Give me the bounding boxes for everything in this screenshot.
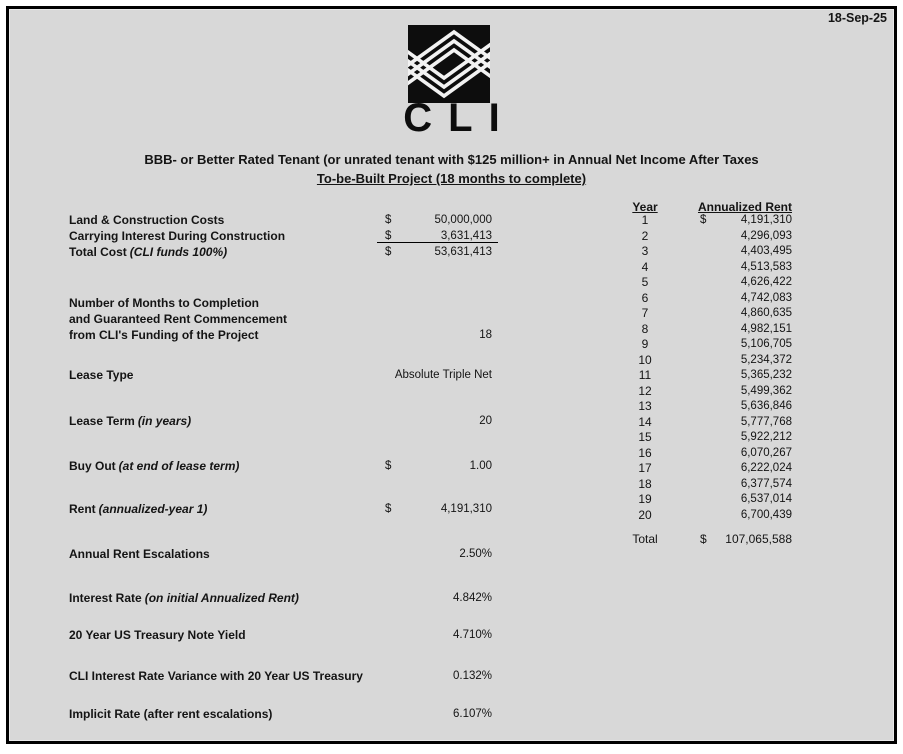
rent-schedule-row — [600, 415, 792, 431]
year-cell: 3 — [641, 244, 649, 258]
rent-schedule-total-row — [600, 531, 792, 547]
year-cell: 18 — [638, 476, 652, 491]
year-cell: 7 — [641, 306, 649, 320]
rent-cell: 5,234,372 — [740, 353, 792, 366]
currency-sign: $ — [385, 246, 392, 258]
row-implicit-rate — [69, 706, 492, 722]
label: Carrying Interest During Construction — [69, 229, 286, 243]
row-treasury-yield — [69, 627, 492, 643]
rent-schedule-row — [600, 492, 792, 508]
row-months-to-completion — [69, 295, 492, 343]
label: Lease Term — [69, 414, 135, 428]
year-cell: 8 — [641, 321, 649, 336]
value: 4,191,310 — [440, 503, 492, 515]
rent-schedule-row — [600, 275, 792, 291]
year-cell: 5 — [641, 275, 649, 289]
rent-cell: 5,365,232 — [740, 369, 792, 381]
total-label: Total — [632, 532, 658, 546]
row-lease-term — [69, 413, 492, 429]
rent-cell: 5,777,768 — [740, 415, 792, 428]
total-value: 107,065,588 — [725, 532, 792, 546]
document-title: BBB- or Better Rated Tenant (or unrated tenant with $125 million+ in Annual Net Income After Taxes — [144, 152, 759, 167]
value: 4.842% — [452, 592, 492, 604]
currency-sign: $ — [385, 214, 392, 226]
row-rent-year1 — [69, 501, 492, 517]
year-cell: 9 — [641, 337, 649, 351]
year-cell: 19 — [638, 492, 652, 506]
rent-schedule-row — [600, 229, 792, 245]
rent-cell: 4,626,422 — [740, 276, 792, 288]
label-note: (on initial Annualized Rent) — [144, 591, 299, 605]
value: 2.50% — [459, 548, 492, 560]
label: Rent — [69, 502, 96, 516]
rent-schedule-row — [600, 260, 792, 276]
label: CLI Interest Rate Variance with 20 Year US Treasury — [69, 669, 363, 683]
value: 6.107% — [452, 708, 492, 720]
value: 0.132% — [452, 670, 492, 682]
rent-cell: 6,700,439 — [740, 508, 792, 521]
annualized-rent-column-header: Annualized Rent — [697, 200, 792, 214]
label: Annual Rent Escalations — [69, 547, 210, 561]
label: Lease Type — [69, 368, 134, 382]
year-cell: 11 — [638, 368, 652, 382]
rent-schedule-row — [600, 430, 792, 446]
label-line-2: and Guaranteed Rent Commencement — [69, 312, 288, 326]
value: 50,000,000 — [434, 214, 492, 226]
rent-schedule-row — [600, 353, 792, 369]
label-note: (CLI funds 100%) — [129, 245, 228, 259]
rent-schedule-row — [600, 213, 792, 229]
label-line-3: from CLI's Funding of the Project — [69, 328, 259, 342]
label: Implicit Rate (after rent escalations) — [69, 707, 273, 721]
rent-cell: 4,982,151 — [740, 322, 792, 335]
document-subtitle: To-be-Built Project (18 months to complete) — [316, 171, 587, 186]
rent-cell: 5,106,705 — [740, 338, 792, 350]
label: Interest Rate — [69, 591, 142, 605]
rent-schedule-row — [600, 461, 792, 477]
rent-cell: 5,636,846 — [740, 400, 792, 412]
rent-cell: 5,499,362 — [740, 384, 792, 397]
year-cell: 15 — [638, 430, 652, 444]
year-cell: 20 — [638, 507, 652, 522]
year-cell: 1 — [641, 213, 649, 227]
rent-cell: 4,742,083 — [740, 291, 792, 304]
rent-schedule-rows — [600, 213, 792, 523]
value: 4.710% — [452, 629, 492, 641]
rent-schedule-row — [600, 306, 792, 322]
rent-cell: 6,537,014 — [740, 493, 792, 505]
currency-sign: $ — [385, 230, 392, 242]
row-annual-rent-escalations — [69, 546, 492, 562]
year-cell: 12 — [638, 383, 652, 398]
rent-cell: 4,403,495 — [740, 245, 792, 257]
row-land-construction-costs — [69, 212, 492, 228]
rent-schedule-row — [600, 446, 792, 462]
rent-schedule-row — [600, 322, 792, 338]
label: 20 Year US Treasury Note Yield — [69, 628, 246, 642]
rent-schedule-row — [600, 384, 792, 400]
rent-cell: 6,070,267 — [740, 446, 792, 459]
cli-logo-text: CLI — [403, 96, 516, 140]
value: Absolute Triple Net — [394, 369, 492, 381]
row-carrying-interest — [69, 228, 492, 244]
label-note: (annualized-year 1) — [98, 502, 208, 516]
rent-schedule-row — [600, 337, 792, 353]
label: Land & Construction Costs — [69, 213, 225, 227]
rent-cell: 4,860,635 — [740, 307, 792, 319]
year-cell: 13 — [638, 399, 652, 413]
currency-cell: $ — [700, 214, 707, 226]
year-cell: 10 — [638, 352, 652, 367]
rent-schedule-row — [600, 368, 792, 384]
row-interest-rate — [69, 590, 492, 606]
cli-logo-icon — [408, 25, 490, 103]
year-cell: 2 — [641, 228, 649, 243]
currency-sign: $ — [385, 460, 392, 472]
rent-cell: 4,296,093 — [740, 229, 792, 242]
year-cell: 14 — [638, 414, 652, 429]
label-note: (in years) — [137, 414, 192, 428]
report-date: 18-Sep-25 — [827, 11, 887, 25]
year-cell: 16 — [638, 445, 652, 460]
value: 53,631,413 — [434, 246, 492, 258]
rent-cell: 6,377,574 — [740, 477, 792, 490]
value: 3,631,413 — [440, 230, 492, 242]
label: Buy Out — [69, 459, 116, 473]
label-note: (at end of lease term) — [118, 459, 240, 473]
total-currency: $ — [700, 532, 707, 546]
year-cell: 6 — [641, 290, 649, 305]
row-total-cost — [69, 244, 492, 260]
row-rate-variance — [69, 668, 492, 684]
value: 1.00 — [469, 460, 492, 472]
label-line-1: Number of Months to Completion — [69, 296, 259, 310]
row-buy-out — [69, 458, 492, 474]
label: Total Cost — [69, 245, 127, 259]
value: 20 — [479, 415, 492, 427]
rent-cell: 4,513,583 — [740, 260, 792, 273]
rent-schedule-row — [600, 291, 792, 307]
rent-schedule-row — [600, 508, 792, 524]
row-lease-type — [69, 367, 492, 383]
rent-schedule-row — [600, 399, 792, 415]
rent-schedule-row — [600, 244, 792, 260]
rent-schedule-row — [600, 477, 792, 493]
rent-cell: 5,922,212 — [740, 431, 792, 443]
year-column-header: Year — [632, 200, 658, 214]
rent-cell: 4,191,310 — [740, 214, 792, 226]
year-cell: 4 — [641, 259, 649, 274]
year-cell: 17 — [638, 461, 652, 475]
currency-sign: $ — [385, 503, 392, 515]
rent-cell: 6,222,024 — [740, 462, 792, 474]
value: 18 — [479, 329, 492, 341]
